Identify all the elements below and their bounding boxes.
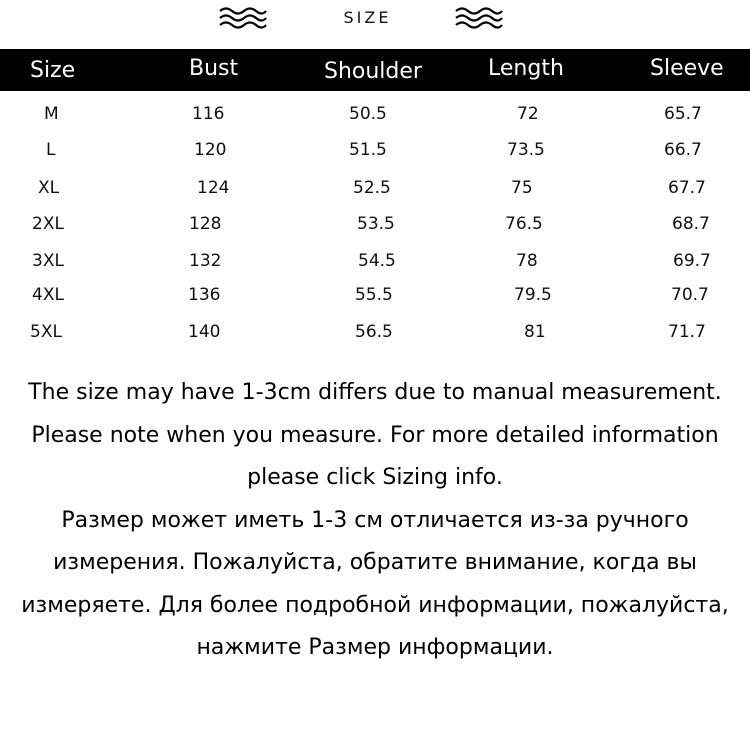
header-size: Size [30,58,76,83]
cell-shoulder: 56.5 [355,322,393,342]
wave-decoration-icon [454,6,504,32]
table-row [0,278,750,312]
cell-shoulder: 51.5 [349,140,387,160]
header-bust: Bust [189,56,239,81]
header-length: Length [488,56,564,81]
cell-size: M [44,104,59,124]
note-english: The size may have 1-3cm differs due to manual measurement. Please note when you measure. For more detailed information please click Sizing info. [28,380,722,490]
cell-bust: 136 [188,285,221,305]
cell-sleeve: 68.7 [672,214,710,234]
cell-shoulder: 54.5 [358,251,396,271]
size-table-header [0,49,750,91]
cell-length: 79.5 [514,285,552,305]
header-sleeve: Sleeve [650,56,724,81]
cell-shoulder: 50.5 [349,104,387,124]
cell-size: XL [38,178,60,198]
cell-sleeve: 65.7 [664,104,702,124]
cell-bust: 132 [189,251,222,271]
size-notes [20,372,730,670]
cell-sleeve: 66.7 [664,140,702,160]
cell-size: 2XL [32,214,64,234]
cell-sleeve: 67.7 [668,178,706,198]
cell-bust: 124 [197,178,230,198]
table-row [0,207,750,241]
table-row [0,133,750,167]
cell-bust: 120 [194,140,227,160]
cell-bust: 128 [189,214,222,234]
cell-shoulder: 52.5 [353,178,391,198]
cell-bust: 140 [188,322,221,342]
cell-length: 76.5 [505,214,543,234]
table-row [0,97,750,131]
wave-decoration-icon [218,6,268,32]
cell-size: 5XL [30,322,62,342]
cell-length: 72 [517,104,539,124]
page-title: SIZE [343,8,392,27]
table-row [0,315,750,349]
note-russian: Размер может иметь 1-3 см отличается из-за ручного измерения. Пожалуйста, обратите внимание, когда вы измеряете. Для более подробной информации, пожалуйста, нажмите Размер информации. [21,507,729,660]
cell-length: 81 [524,322,546,342]
cell-sleeve: 71.7 [668,322,706,342]
cell-length: 75 [511,178,533,198]
cell-size: 4XL [32,285,64,305]
header-shoulder: Shoulder [324,59,422,84]
cell-shoulder: 53.5 [357,214,395,234]
table-row [0,244,750,278]
cell-sleeve: 69.7 [673,251,711,271]
cell-length: 78 [516,251,538,271]
cell-size: 3XL [32,251,64,271]
cell-sleeve: 70.7 [671,285,709,305]
cell-length: 73.5 [507,140,545,160]
cell-size: L [46,140,56,160]
cell-bust: 116 [192,104,225,124]
table-row [0,171,750,205]
size-title-row [0,0,750,48]
cell-shoulder: 55.5 [355,285,393,305]
